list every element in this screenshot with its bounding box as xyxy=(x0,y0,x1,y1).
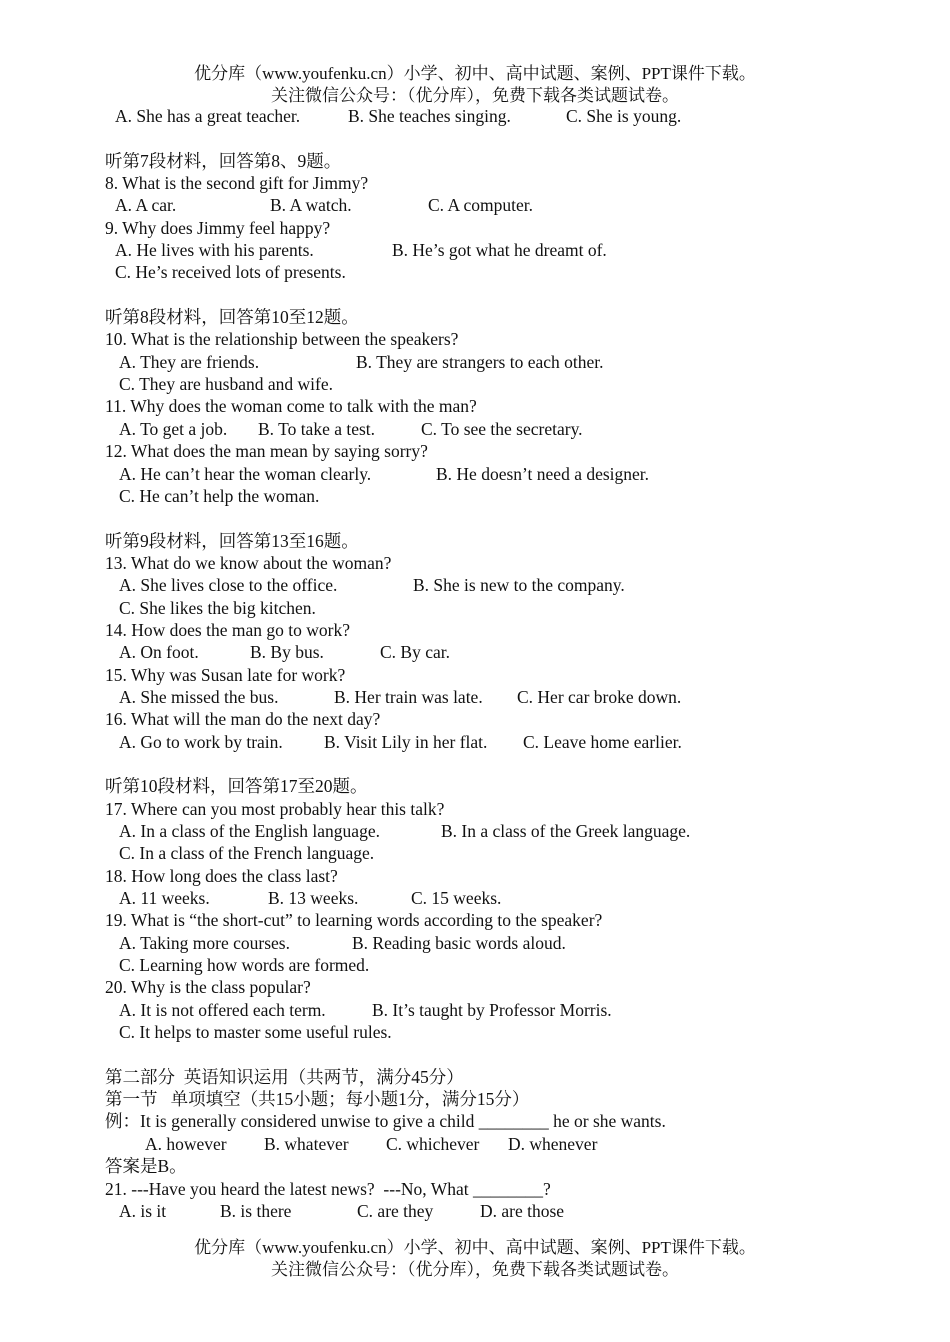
option-row xyxy=(105,194,905,216)
question: 8. What is the second gift for Jimmy? xyxy=(105,173,369,194)
question: 13. What do we know about the woman? xyxy=(105,552,392,573)
section-heading: 第一节 单项填空（共15小题；每小题1分，满分15分） xyxy=(105,1089,530,1110)
option-c: C. They are husband and wife. xyxy=(119,374,333,395)
option-c: C. are they xyxy=(357,1200,434,1221)
option-c: C. whichever xyxy=(386,1133,480,1154)
question: 14. How does the man go to work? xyxy=(105,619,350,640)
option-a: A. To get a job. xyxy=(119,418,228,439)
question: 20. Why is the class popular? xyxy=(105,977,311,998)
option-b: B. They are strangers to each other. xyxy=(356,351,604,372)
section-heading: 听第8段材料，回答第10至12题。 xyxy=(105,307,359,328)
option-c: C. She likes the big kitchen. xyxy=(119,597,316,618)
option-c: C. He’s received lots of presents. xyxy=(115,262,346,283)
exam-content xyxy=(105,105,905,1222)
option-b: B. She teaches singing. xyxy=(348,106,511,126)
option-b: B. He doesn’t need a designer. xyxy=(436,463,650,484)
option-row xyxy=(105,239,905,261)
option-c: C. To see the secretary. xyxy=(421,418,583,439)
option-b: B. It’s taught by Professor Morris. xyxy=(372,999,612,1020)
option-a: A. however xyxy=(145,1133,227,1154)
option-c: C. By car. xyxy=(380,642,450,663)
option-c: C. A computer. xyxy=(428,195,533,216)
option-b: B. He’s got what he dreamt of. xyxy=(392,240,607,261)
question: 11. Why does the woman come to talk with the man? xyxy=(105,396,477,417)
option-b: B. In a class of the Greek language. xyxy=(441,821,691,841)
option-a: A. He can’t hear the woman clearly. xyxy=(119,463,372,484)
option-row xyxy=(105,641,905,663)
section-heading: 听第10段材料，回答第17至20题。 xyxy=(105,776,368,797)
question: 9. Why does Jimmy feel happy? xyxy=(105,217,331,238)
option-b: B. whatever xyxy=(264,1133,349,1154)
option-b: B. 13 weeks. xyxy=(268,888,359,909)
option-c: C. Leave home earlier. xyxy=(523,731,682,752)
question: 10. What is the relationship between the speakers? xyxy=(105,329,459,350)
option-b: B. By bus. xyxy=(250,642,324,663)
option-a: A. She lives close to the office. xyxy=(119,575,338,596)
option-row xyxy=(105,887,905,909)
option-c: C. Her car broke down. xyxy=(517,686,682,707)
option-c: C. It helps to master some useful rules. xyxy=(119,1022,392,1043)
header-line-2: 关注微信公众号：（优分库），免费下载各类试题试卷。 xyxy=(271,86,679,105)
option-row xyxy=(105,932,905,954)
option-c: C. Learning how words are formed. xyxy=(119,955,370,976)
option-a: A. is it xyxy=(119,1200,167,1221)
question: 21. ---Have you heard the latest news? ---No, What ________? xyxy=(105,1178,551,1199)
option-c: C. He can’t help the woman. xyxy=(119,485,320,506)
option-a: A. She missed the bus. xyxy=(119,686,279,707)
option-a: A. Taking more courses. xyxy=(119,932,290,953)
answer-text: 答案是B。 xyxy=(105,1156,187,1177)
option-row xyxy=(105,105,905,127)
option-c: C. 15 weeks. xyxy=(411,888,502,909)
option-row xyxy=(105,1133,905,1155)
option-a: A. He lives with his parents. xyxy=(115,240,314,261)
question: 19. What is “the short-cut” to learning words according to the speaker? xyxy=(105,910,603,931)
header-line-1: 优分库（www.youfenku.cn）小学、初中、高中试题、案例、PPT课件下载。 xyxy=(194,64,756,83)
option-a: A. A car. xyxy=(115,195,177,216)
option-a: A. On foot. xyxy=(119,642,199,663)
option-a: A. It is not offered each term. xyxy=(119,999,326,1020)
footer-line-2: 关注微信公众号：（优分库），免费下载各类试题试卷。 xyxy=(271,1260,679,1279)
option-a: A. Go to work by train. xyxy=(119,731,283,752)
option-row xyxy=(105,820,905,842)
question: 15. Why was Susan late for work? xyxy=(105,664,346,685)
footer-line-1: 优分库（www.youfenku.cn）小学、初中、高中试题、案例、PPT课件下载。 xyxy=(194,1238,756,1257)
option-row xyxy=(105,999,905,1021)
option-row xyxy=(105,463,905,485)
question: 18. How long does the class last? xyxy=(105,865,338,886)
option-row xyxy=(105,418,905,440)
option-b: B. Reading basic words aloud. xyxy=(352,932,566,953)
option-a: A. She has a great teacher. xyxy=(115,106,301,126)
option-b: B. Visit Lily in her flat. xyxy=(324,731,488,752)
option-row xyxy=(105,351,905,373)
option-b: B. A watch. xyxy=(270,195,352,216)
option-c: C. In a class of the French language. xyxy=(119,843,375,864)
option-b: B. To take a test. xyxy=(258,418,376,439)
option-d: D. are those xyxy=(480,1200,565,1221)
example-question: 例：It is generally considered unwise to give a child ________ he or she wants. xyxy=(105,1111,666,1132)
part-heading: 第二部分 英语知识运用（共两节，满分45分） xyxy=(105,1066,464,1087)
question: 17. Where can you most probably hear this talk? xyxy=(105,798,445,819)
option-row xyxy=(105,686,905,708)
option-a: A. They are friends. xyxy=(119,351,260,372)
option-a: A. 11 weeks. xyxy=(119,888,210,909)
option-b: B. She is new to the company. xyxy=(413,575,625,596)
option-b: B. is there xyxy=(220,1200,292,1221)
section-heading: 听第9段材料，回答第13至16题。 xyxy=(105,530,359,551)
option-row xyxy=(105,731,905,753)
option-c: C. She is young. xyxy=(566,106,682,126)
question: 16. What will the man do the next day? xyxy=(105,709,381,730)
option-row xyxy=(105,574,905,596)
option-a: A. In a class of the English language. xyxy=(119,821,380,841)
section-heading: 听第7段材料，回答第8、9题。 xyxy=(105,150,342,171)
option-b: B. Her train was late. xyxy=(334,686,483,707)
option-row xyxy=(105,1200,905,1222)
question: 12. What does the man mean by saying sorry? xyxy=(105,441,428,462)
option-d: D. whenever xyxy=(508,1133,598,1154)
